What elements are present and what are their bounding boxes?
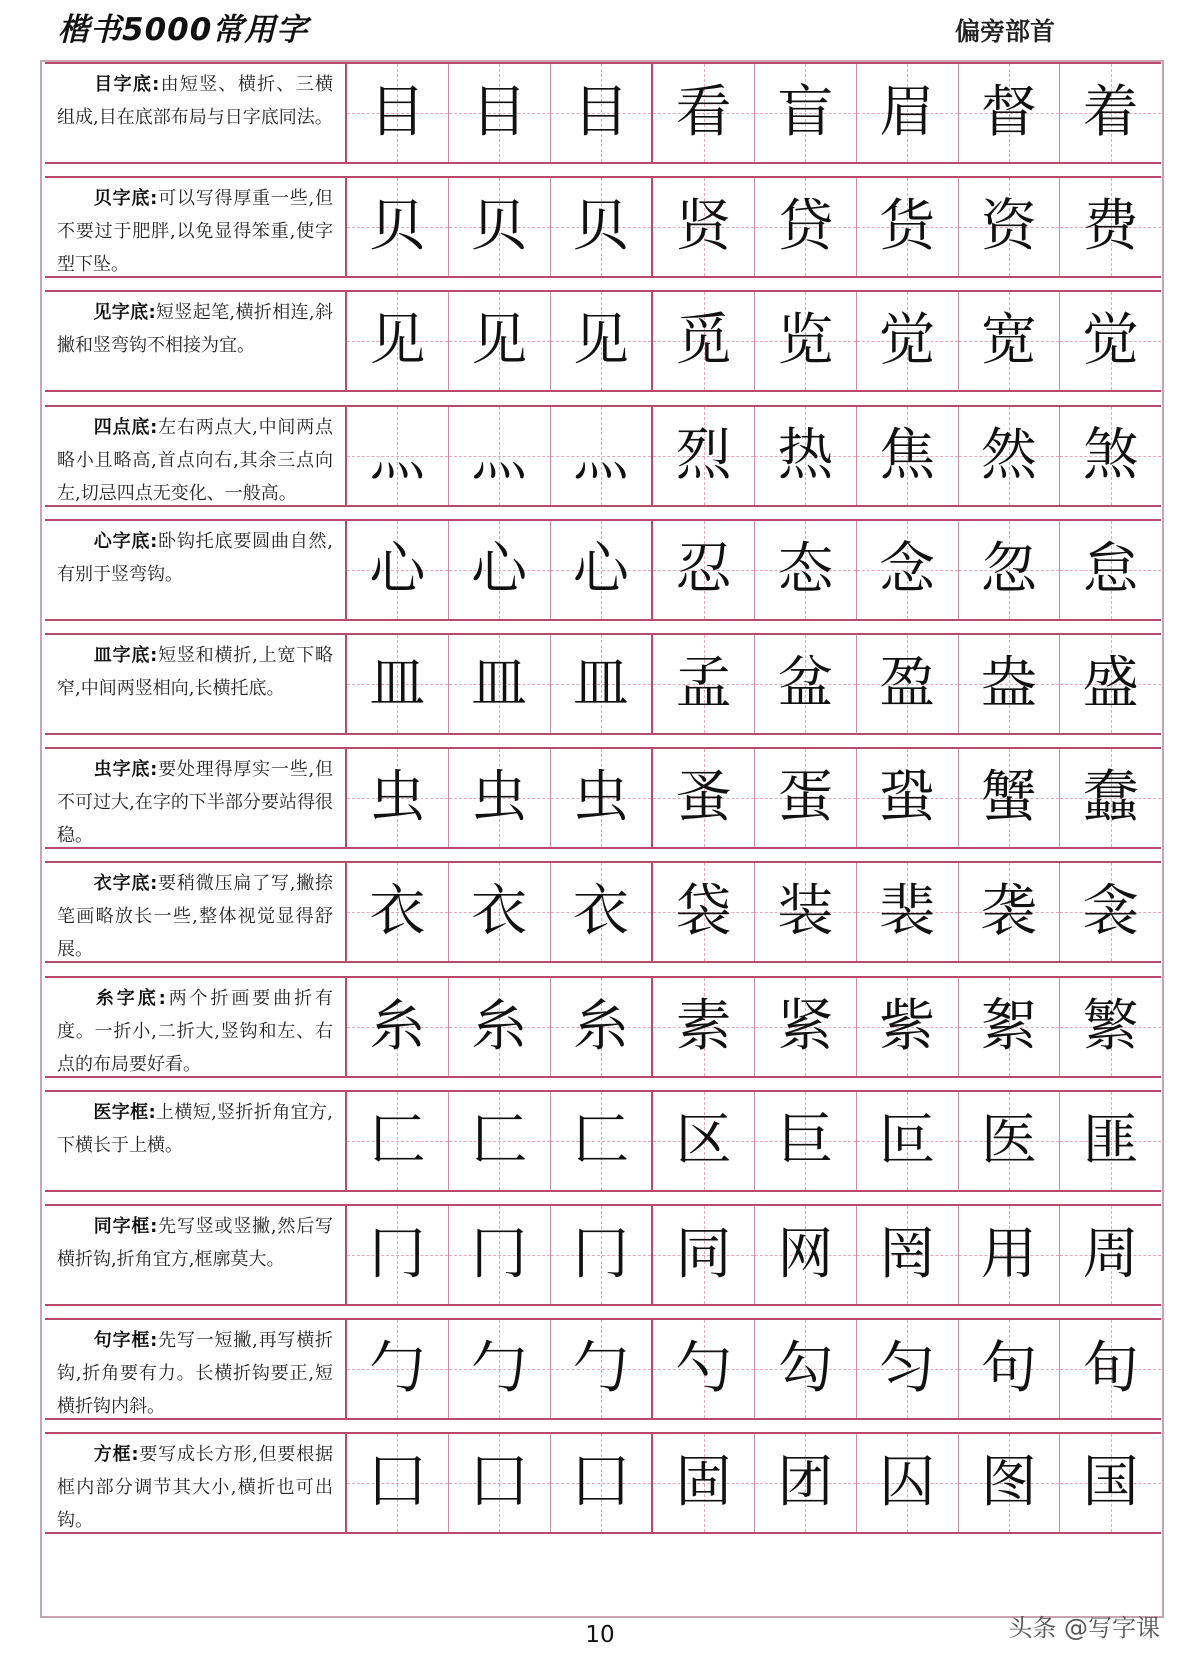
radical-row: [45, 1090, 1161, 1192]
radical-glyph: 勹: [369, 1336, 426, 1402]
radical-sample-cell: [449, 1092, 551, 1190]
example-character-cell: [653, 1092, 755, 1190]
example-character-cell: [755, 1206, 857, 1304]
example-character: 网: [777, 1222, 834, 1287]
example-character-cell: [653, 64, 755, 162]
example-character: 盲: [777, 80, 834, 145]
radical-sample-cell: [347, 521, 449, 619]
radical-row: [45, 1432, 1161, 1534]
book-title: 楷书5000常用字: [58, 12, 309, 48]
example-character-cell: [653, 521, 755, 619]
radical-row: [45, 405, 1161, 507]
radical-glyph: 目: [369, 80, 426, 145]
example-character: 蛩: [879, 765, 936, 831]
example-character-cell: [857, 1434, 959, 1532]
example-character-cell: [857, 863, 959, 961]
radical-sample-cell: [551, 407, 654, 505]
radical-label: 四点底: [93, 416, 151, 438]
radical-glyph: 虫: [572, 765, 629, 831]
radical-row: [45, 519, 1161, 621]
example-character: 勾: [777, 1336, 834, 1402]
example-character-cell: [857, 292, 959, 390]
example-character: 孟: [675, 651, 732, 716]
radical-glyph: 衣: [572, 879, 629, 945]
example-character: 用: [980, 1222, 1037, 1287]
radical-glyph: 灬: [369, 422, 426, 488]
radical-glyph: 目: [572, 80, 629, 145]
radical-sample-cell: [551, 64, 654, 162]
radical-row: [45, 747, 1161, 849]
example-character: 盎: [980, 651, 1037, 716]
example-character-cell: [1060, 178, 1161, 276]
radical-description: 医字框:上横短,竖折折角宜方,下横长于上横。: [45, 1092, 347, 1190]
example-character: 盈: [879, 651, 936, 716]
radical-explanation: 先写一短撇,再写横折钩,折角要有力。长横折钩要正,短横折钩内斜。: [57, 1330, 333, 1418]
example-character-cell: [959, 292, 1061, 390]
radical-sample-cell: [551, 1320, 654, 1418]
radical-description: 句字框:先写一短撇,再写横折钩,折角要有力。长横折钩要正,短横折钩内斜。: [45, 1320, 347, 1418]
example-character-cell: [857, 978, 959, 1076]
radical-label: 糸字底: [93, 987, 159, 1009]
radical-glyph: 贝: [572, 194, 629, 260]
page-header: [0, 0, 1200, 60]
example-character-cell: [857, 1092, 959, 1190]
radical-glyph: 匚: [471, 1107, 528, 1173]
example-character: 焦: [879, 422, 936, 488]
radical-description: 目字底:由短竖、横折、三横组成,目在底部布局与日字底同法。: [45, 64, 347, 162]
radical-glyph: 贝: [471, 194, 528, 260]
radical-sample-cell: [449, 978, 551, 1076]
radical-glyph: 囗: [572, 1450, 629, 1516]
example-character-cell: [755, 1320, 857, 1418]
radical-label: 贝字底: [93, 188, 151, 210]
radical-description: 衣字底:要稍微压扁了写,撇捺笔画略放长一些,整体视觉显得舒展。: [45, 863, 347, 961]
example-character: 素: [675, 993, 732, 1059]
radical-sample-cell: [449, 64, 551, 162]
radical-glyph: 见: [369, 308, 426, 374]
example-character-cell: [653, 635, 755, 733]
radical-sample-cell: [347, 178, 449, 276]
example-character-cell: [755, 749, 857, 847]
radical-glyph: 虫: [369, 765, 426, 831]
example-character: 蠢: [1082, 765, 1139, 831]
example-character: 旬: [1082, 1336, 1139, 1402]
example-character-cell: [959, 1320, 1061, 1418]
radical-explanation: 短竖起笔,横折相连,斜撇和竖弯钩不相接为宜。: [57, 302, 334, 357]
radical-label: 见字底: [93, 302, 149, 324]
example-character: 同: [675, 1222, 732, 1287]
example-character-cell: [1060, 1434, 1161, 1532]
example-character-cell: [1060, 292, 1161, 390]
radical-sample-cell: [449, 1320, 551, 1418]
radical-glyph: 勹: [572, 1336, 629, 1402]
example-character-cell: [959, 749, 1061, 847]
radical-sample-cell: [347, 863, 449, 961]
radical-explanation: 短竖和横折,上宽下略窄,中间两竖相向,长横托底。: [57, 645, 333, 699]
radical-glyph: 皿: [572, 651, 629, 716]
example-character: 固: [675, 1450, 732, 1516]
radical-row: [45, 176, 1161, 278]
radical-glyph: 皿: [369, 651, 426, 716]
example-character: 巨: [777, 1107, 834, 1173]
example-character-cell: [857, 64, 959, 162]
example-character: 煞: [1082, 422, 1139, 488]
radical-row: [45, 976, 1161, 1078]
radical-sample-cell: [449, 635, 551, 733]
radical-sample-cell: [347, 1206, 449, 1304]
radical-glyph: 见: [471, 308, 528, 374]
radical-explanation: 要处理得厚实一些,但不可过大,在字的下半部分要站得很稳。: [57, 759, 333, 847]
radical-description: 见字底:短竖起笔,横折相连,斜撇和竖弯钩不相接为宜。: [45, 292, 347, 390]
radical-sample-cell: [551, 1206, 654, 1304]
example-character: 督: [980, 80, 1037, 145]
radical-glyph: 贝: [369, 194, 426, 260]
radical-explanation: 由短竖、横折、三横组成,目在底部布局与日字底同法。: [57, 74, 334, 128]
example-character: 览: [777, 308, 834, 374]
radical-glyph: 心: [369, 536, 426, 602]
example-character-cell: [1060, 407, 1161, 505]
example-character: 絮: [980, 993, 1037, 1059]
radical-description: 皿字底:短竖和横折,上宽下略窄,中间两竖相向,长横托底。: [45, 635, 347, 733]
example-character-cell: [959, 1434, 1061, 1532]
radical-description: 糸字底:两个折画要曲折有度。一折小,二折大,竖钩和左、右点的布局要好看。: [45, 978, 347, 1076]
example-character-cell: [653, 292, 755, 390]
radical-sample-cell: [347, 292, 449, 390]
example-character: 盛: [1082, 651, 1139, 716]
example-character: 紫: [879, 993, 936, 1059]
example-character: 贷: [777, 194, 834, 260]
example-character: 囚: [879, 1450, 936, 1516]
radical-row: [45, 1204, 1161, 1306]
radical-glyph: 匚: [369, 1107, 426, 1173]
example-character-cell: [755, 292, 857, 390]
example-character: 蚤: [675, 765, 732, 831]
radical-row: [45, 1318, 1161, 1420]
example-character-cell: [1060, 1320, 1161, 1418]
radical-glyph: 糸: [471, 993, 528, 1059]
radical-sample-cell: [347, 64, 449, 162]
radical-glyph: 冂: [369, 1222, 426, 1287]
example-character-cell: [755, 407, 857, 505]
radical-glyph: 虫: [471, 765, 528, 831]
example-character: 态: [777, 536, 834, 602]
radical-sample-cell: [449, 178, 551, 276]
example-character-cell: [959, 863, 1061, 961]
radical-sample-cell: [449, 749, 551, 847]
example-character-cell: [959, 64, 1061, 162]
example-character-cell: [857, 407, 959, 505]
radical-sample-cell: [551, 863, 654, 961]
example-character-cell: [755, 1434, 857, 1532]
example-character: 罔: [879, 1222, 936, 1287]
radical-glyph: 匚: [572, 1107, 629, 1173]
example-character: 眉: [879, 80, 936, 145]
radical-explanation: 上横短,竖折折角宜方,下横长于上横。: [57, 1101, 334, 1156]
example-character: 资: [980, 194, 1037, 260]
example-character-cell: [1060, 635, 1161, 733]
radical-sample-cell: [347, 1092, 449, 1190]
radical-explanation: 要稍微压扁了写,撇捺笔画略放长一些,整体视觉显得舒展。: [57, 873, 333, 961]
example-character: 宽: [980, 308, 1037, 374]
radical-label: 医字框: [93, 1101, 149, 1123]
radical-label: 虫字底: [93, 759, 151, 781]
example-character: 货: [879, 194, 936, 260]
radical-sample-cell: [449, 1434, 551, 1532]
radical-sample-cell: [449, 407, 551, 505]
example-character-cell: [857, 521, 959, 619]
example-character-cell: [653, 1434, 755, 1532]
example-character-cell: [857, 178, 959, 276]
example-character: 忽: [980, 536, 1037, 602]
example-character: 裴: [879, 879, 936, 945]
radical-glyph: 糸: [369, 993, 426, 1059]
example-character-cell: [653, 1320, 755, 1418]
example-character: 觉: [1082, 308, 1139, 374]
radical-label: 句字框: [93, 1330, 151, 1352]
radical-sample-cell: [551, 635, 654, 733]
radical-sample-cell: [347, 749, 449, 847]
radical-row: [45, 633, 1161, 735]
example-character-cell: [959, 1092, 1061, 1190]
radical-description: 四点底:左右两点大,中间两点略小且略高,首点向右,其余三点向左,切忌四点无变化、一般高。: [45, 407, 347, 505]
radical-glyph: 囗: [369, 1450, 426, 1516]
radical-sample-cell: [347, 978, 449, 1076]
example-character: 叵: [879, 1107, 936, 1173]
example-character: 匀: [879, 1336, 936, 1402]
example-character: 医: [980, 1107, 1037, 1173]
page-number: 10: [585, 1622, 615, 1648]
radical-description: 虫字底:要处理得厚实一些,但不可过大,在字的下半部分要站得很稳。: [45, 749, 347, 847]
radical-glyph: 糸: [572, 993, 629, 1059]
example-character-cell: [1060, 1206, 1161, 1304]
example-character: 团: [777, 1450, 834, 1516]
example-character: 烈: [675, 422, 732, 488]
radical-glyph: 冂: [471, 1222, 528, 1287]
example-character: 觅: [675, 308, 732, 374]
example-character-cell: [1060, 863, 1161, 961]
example-character-cell: [755, 521, 857, 619]
example-character: 费: [1082, 194, 1139, 260]
radical-row: [45, 290, 1161, 392]
section-title: 偏旁部首: [954, 17, 1055, 46]
radical-label: 方框: [93, 1444, 132, 1466]
radical-glyph: 灬: [572, 422, 629, 488]
radical-glyph: 目: [471, 80, 528, 145]
example-character-cell: [755, 1092, 857, 1190]
example-character: 蛋: [777, 765, 834, 831]
radical-row: [45, 62, 1161, 164]
example-character: 看: [675, 80, 732, 145]
example-character: 国: [1082, 1450, 1139, 1516]
example-character-cell: [653, 863, 755, 961]
radical-sample-cell: [551, 292, 654, 390]
example-character: 贤: [675, 194, 732, 260]
radical-glyph: 灬: [471, 422, 528, 488]
example-character-cell: [1060, 978, 1161, 1076]
radical-sample-cell: [551, 978, 654, 1076]
example-character-cell: [959, 521, 1061, 619]
radical-explanation: 可以写得厚重一些,但不要过于肥胖,以免显得笨重,使字型下坠。: [57, 188, 333, 276]
example-character: 热: [777, 422, 834, 488]
example-character-cell: [959, 1206, 1061, 1304]
radical-sample-cell: [551, 1092, 654, 1190]
radical-sample-cell: [551, 1434, 654, 1532]
example-character-cell: [755, 64, 857, 162]
radical-sample-cell: [449, 292, 551, 390]
radical-explanation: 卧钩托底要圆曲自然,有别于竖弯钩。: [57, 530, 333, 585]
example-character-cell: [653, 407, 755, 505]
radical-glyph: 囗: [471, 1450, 528, 1516]
radical-glyph: 勹: [471, 1336, 528, 1402]
example-character-cell: [959, 978, 1061, 1076]
example-character-cell: [959, 407, 1061, 505]
example-character-cell: [1060, 64, 1161, 162]
watermark: 头条 @写字课: [1008, 1614, 1160, 1642]
radical-label: 心字底: [93, 530, 151, 552]
example-character: 念: [879, 536, 936, 602]
radical-glyph: 衣: [471, 879, 528, 945]
radical-glyph: 冂: [572, 1222, 629, 1287]
example-character-cell: [857, 1320, 959, 1418]
radical-glyph: 心: [471, 536, 528, 602]
example-character-cell: [755, 978, 857, 1076]
example-character-cell: [653, 978, 755, 1076]
example-character: 怠: [1082, 536, 1139, 602]
example-character: 然: [980, 422, 1037, 488]
radical-sample-cell: [347, 1320, 449, 1418]
radical-explanation: 两个折画要曲折有度。一折小,二折大,竖钩和左、右点的布局要好看。: [57, 987, 334, 1075]
example-character: 着: [1082, 80, 1139, 145]
example-character: 勺: [675, 1336, 732, 1402]
example-character-cell: [1060, 1092, 1161, 1190]
radical-description: 方框:要写成长方形,但要根据框内部分调节其大小,横折也可出钩。: [45, 1434, 347, 1532]
example-character: 装: [777, 879, 834, 945]
radical-sample-cell: [551, 178, 654, 276]
example-character: 句: [980, 1336, 1037, 1402]
radical-label: 皿字底: [93, 645, 151, 666]
radical-explanation: 左右两点大,中间两点略小且略高,首点向右,其余三点向左,切忌四点无变化、一般高。: [57, 416, 333, 504]
example-character: 紧: [777, 993, 834, 1059]
radical-sample-cell: [449, 1206, 551, 1304]
example-character-cell: [1060, 749, 1161, 847]
example-character: 盆: [777, 651, 834, 716]
example-character-cell: [653, 749, 755, 847]
example-character: 周: [1082, 1222, 1139, 1287]
example-character: 区: [675, 1107, 732, 1173]
example-character: 繁: [1082, 993, 1139, 1059]
radical-sample-cell: [347, 407, 449, 505]
radical-glyph: 皿: [471, 651, 528, 716]
radical-description: 同字框:先写竖或竖撇,然后写横折钩,折角宜方,框廓莫大。: [45, 1206, 347, 1304]
example-character-cell: [857, 635, 959, 733]
radical-label: 衣字底: [93, 873, 151, 895]
example-character-cell: [755, 863, 857, 961]
example-character: 袭: [980, 879, 1037, 945]
example-character-cell: [653, 1206, 755, 1304]
example-character-cell: [755, 635, 857, 733]
example-character-cell: [857, 1206, 959, 1304]
radical-explanation: 要写成长方形,但要根据框内部分调节其大小,横折也可出钩。: [57, 1444, 333, 1532]
example-character-cell: [959, 178, 1061, 276]
radical-sample-cell: [551, 749, 654, 847]
example-character: 匪: [1082, 1107, 1139, 1173]
example-character-cell: [1060, 521, 1161, 619]
radical-label: 同字框: [93, 1216, 151, 1237]
example-character: 袋: [675, 879, 732, 945]
example-character-cell: [653, 178, 755, 276]
radical-label: 目字底: [93, 74, 153, 95]
example-character: 图: [980, 1450, 1037, 1516]
radical-sample-cell: [449, 863, 551, 961]
example-character: 衾: [1082, 879, 1139, 945]
radical-sample-cell: [347, 635, 449, 733]
radical-sample-cell: [551, 521, 654, 619]
example-character: 忍: [675, 536, 732, 602]
radical-row: [45, 861, 1161, 963]
example-character-cell: [959, 635, 1061, 733]
radical-glyph: 心: [572, 536, 629, 602]
example-character-cell: [857, 749, 959, 847]
radical-explanation: 先写竖或竖撇,然后写横折钩,折角宜方,框廓莫大。: [57, 1216, 333, 1270]
example-character-cell: [755, 178, 857, 276]
radical-glyph: 衣: [369, 879, 426, 945]
radical-glyph: 见: [572, 308, 629, 374]
example-character: 觉: [879, 308, 936, 374]
example-character: 蟹: [980, 765, 1037, 831]
radical-description: 心字底:卧钩托底要圆曲自然,有别于竖弯钩。: [45, 521, 347, 619]
radical-description: 贝字底:可以写得厚重一些,但不要过于肥胖,以免显得笨重,使字型下坠。: [45, 178, 347, 276]
radical-sample-cell: [347, 1434, 449, 1532]
radical-sample-cell: [449, 521, 551, 619]
